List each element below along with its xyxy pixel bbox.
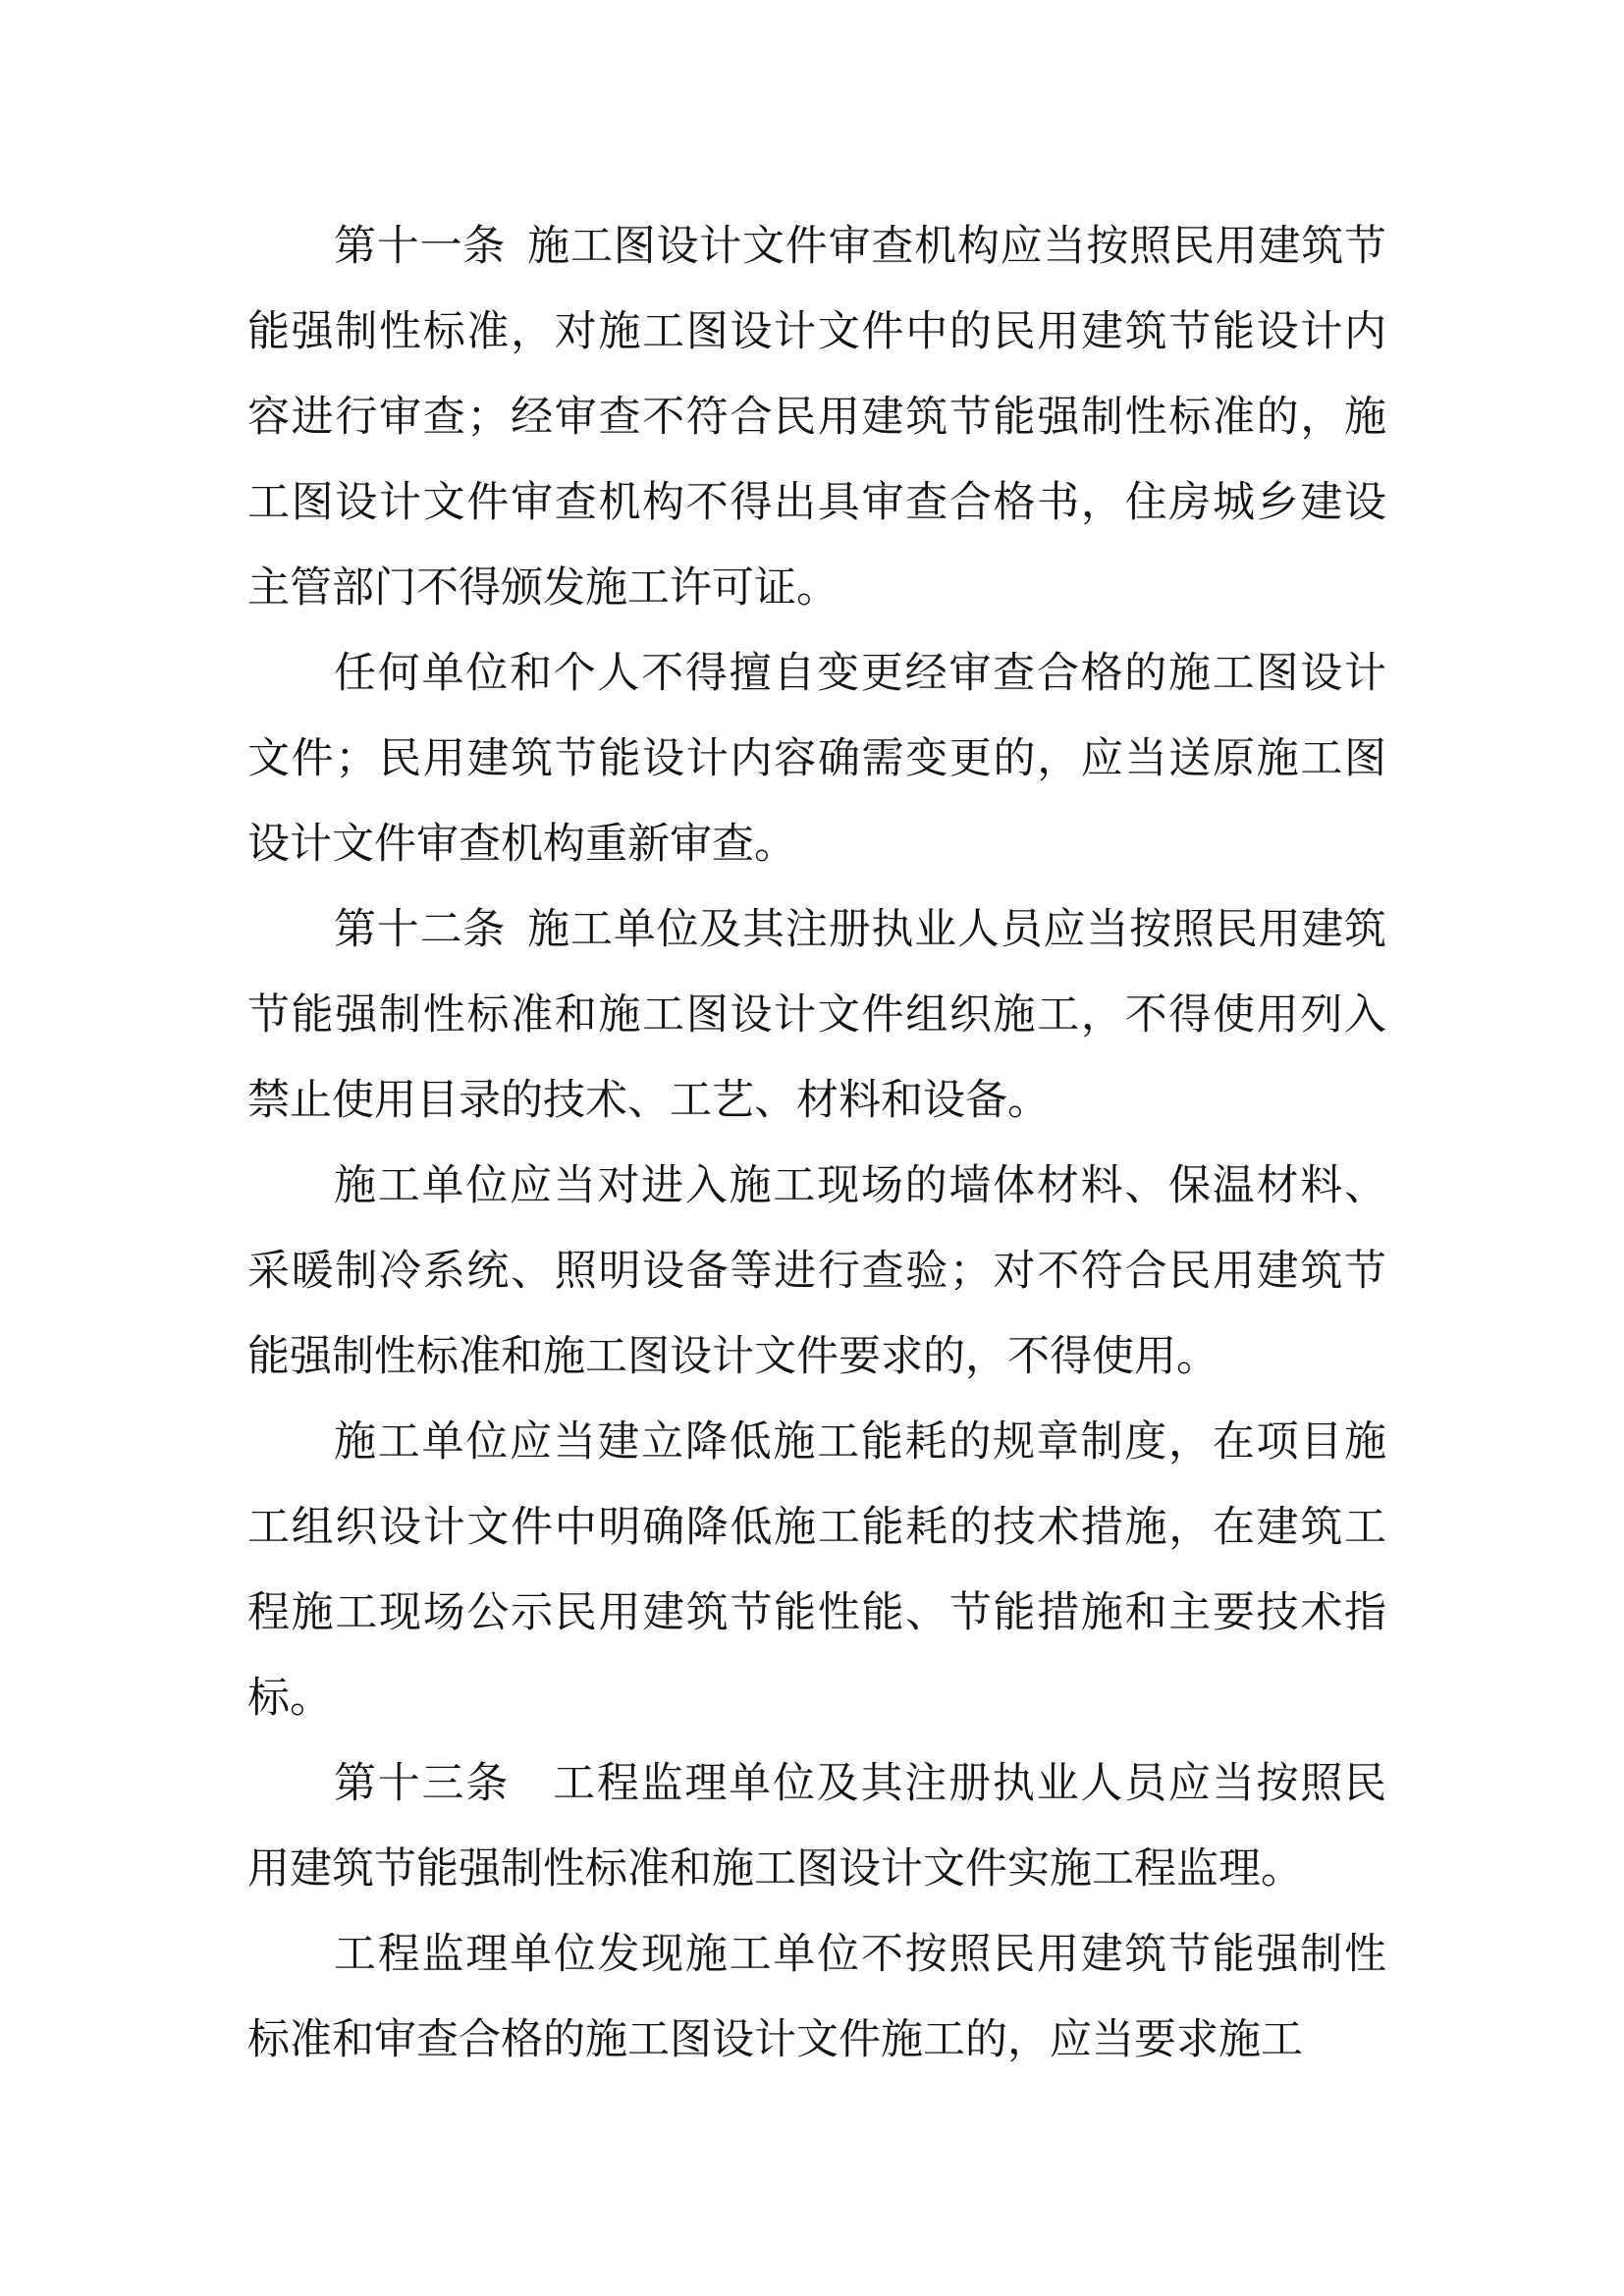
article-number: 第十二条 [334,905,507,954]
paragraph-article-13 [247,1741,1386,1912]
paragraph-text: 工程监理单位发现施工单位不按照民用建筑节能强制性标准和审查合格的施工图设计文件施工的，应当要求施工 [247,1930,1386,2064]
paragraph-text: 施工图设计文件审查机构应当按照民用建筑节能强制性标准，对施工图设计文件中的民用建筑节能设计内容进行审查；经审查不符合民用建筑节能强制性标准的，施工图设计文件审查机构不得出具审查合格书，住房城乡建设主管部门不得颁发施工许可证。 [247,222,1387,613]
article-number: 第十一条 [334,222,507,271]
paragraph-text: 任何单位和个人不得擅自变更经审查合格的施工图设计文件；民用建筑节能设计内容确需变更的，应当送原施工图设计文件审查机构重新审查。 [247,649,1386,869]
paragraph-article-12 [247,887,1386,1144]
paragraph-text: 施工单位及其注册执业人员应当按照民用建筑节能强制性标准和施工图设计文件组织施工，不得使用列入禁止使用目录的技术、工艺、材料和设备。 [247,905,1387,1125]
paragraph-text: 工程监理单位及其注册执业人员应当按照民用建筑节能强制性标准和施工图设计文件实施工程监理。 [247,1759,1387,1894]
paragraph [247,1912,1386,2083]
paragraph [247,1144,1386,1400]
paragraph-text: 施工单位应当建立降低施工能耗的规章制度，在项目施工组织设计文件中明确降低施工能耗的技术措施，在建筑工程施工现场公示民用建筑节能性能、节能措施和主要技术指标。 [247,1417,1386,1723]
paragraph [247,1400,1386,1741]
article-number: 第十三条 [334,1759,511,1808]
paragraph [247,631,1386,887]
document-body [247,204,1386,2083]
paragraph-article-11 [247,204,1386,631]
paragraph-text: 施工单位应当对进入施工现场的墙体材料、保温材料、采暖制冷系统、照明设备等进行查验；对不符合民用建筑节能强制性标准和施工图设计文件要求的，不得使用。 [247,1161,1386,1381]
